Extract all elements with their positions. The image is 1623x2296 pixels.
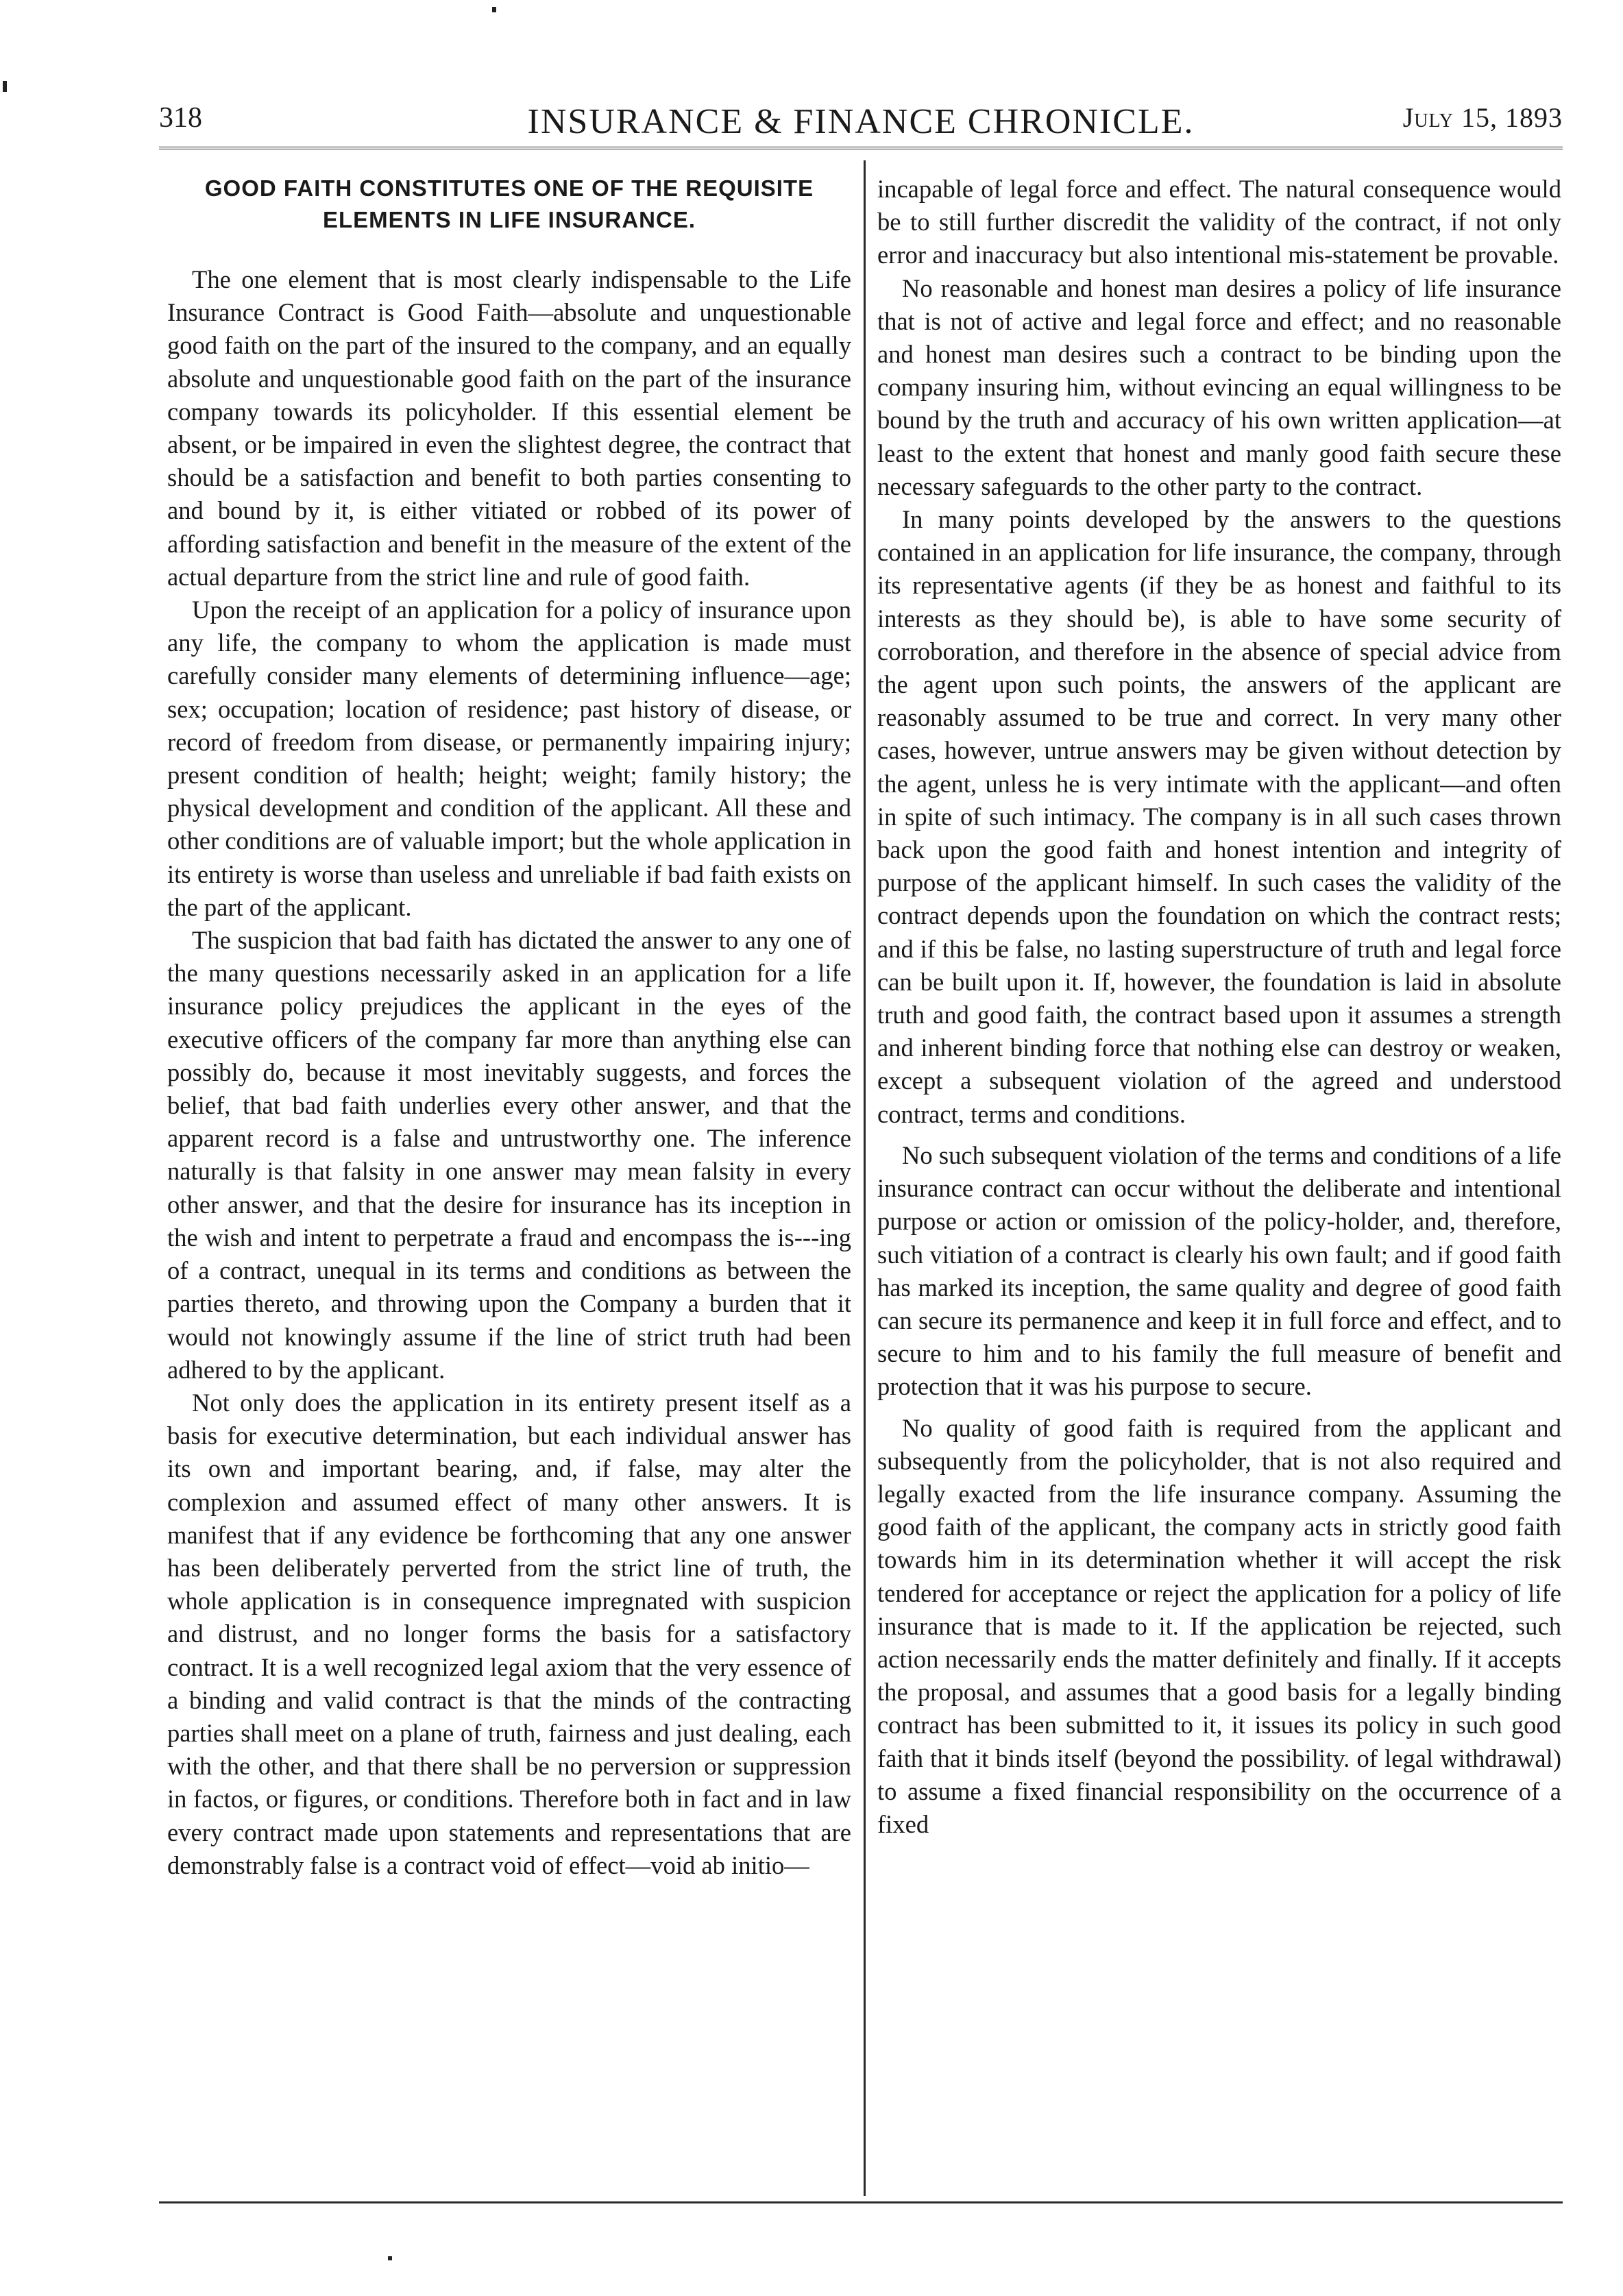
right-paragraph-1: incapable of legal force and effect. The natural consequence would be to still further discredit the validity of the contract, if not only error and inaccuracy but also intentional mis-statement be provable.: [877, 175, 1561, 269]
right-paragraph-2: No reasonable and honest man desires a policy of life insurance that is not of active and legal force and effect; and no reasonable and honest man desires such a contract to be binding upon the company insuring him, without evincing an equal willingness to be bound by the truth and accuracy of his own written application—at least to the extent that honest and manly good faith secure these necessary safeguards to the other party to the contract.: [877, 273, 1561, 500]
left-column: [167, 173, 851, 1882]
column-divider: [864, 160, 866, 2196]
left-paragraph-1: The one element that is most clearly indispensable to the Life Insurance Contract is Good Faith—absolute and unquestionable good faith on the part of the insured to the company, and an equally absolute and unquestionable good faith on the part of the insurance company towards its policyholder. If this essential element be absent, or be impaired in even the slightest degree, the contract that should be a satisfaction and benefit to both parties consenting to and bound by it, is either vitiated or robbed of its power of affording satisfaction and benefit in the measure of the extent of the actual departure from the strict line and rule of good faith.: [167, 265, 851, 591]
right-paragraph-5: No quality of good faith is required from the applicant and subsequently from the policyholder, that is not also required and legally exacted from the life insurance company. Assuming the good faith of the applicant, the company acts in strictly good faith towards him in its determination whether it will accept the risk tendered for acceptance or reject the application for a policy of life insurance that is made to it. If the application be rejected, such action necessarily ends the matter definitely and finally. If it accepts the proposal, and assumes that a good basis for a legally binding contract has been submitted to it, it issues its policy in such good faith that it binds itself (beyond the possibility. of legal withdrawal) to assume a fixed financial responsibility on the occurrence of a fixed: [877, 1413, 1561, 1838]
right-paragraph-4: No such subsequent violation of the terms and conditions of a life insurance contract can occur without the deliberate and intentional purpose or action or omission of the policy-holder, and, therefore, such vitiation of a contract is clearly his own fault; and if good faith has marked its inception, the same quality and degree of good faith can secure its permanence and keep it in full force and effect, and to secure to him and to his family the full measure of benefit and protection that it was his purpose to secure.: [877, 1140, 1562, 1401]
bottom-rule: [159, 2201, 1563, 2203]
right-column: [877, 173, 1561, 1841]
article-heading: GOOD FAITH CONSTITUTES ONE OF THE REQUISITE ELEMENTS IN LIFE INSURANCE.: [204, 175, 814, 232]
running-header: [159, 101, 1563, 147]
left-paragraph-3: The suspicion that bad faith has dictated the answer to any one of the many questions necessarily asked in an application for a life insurance policy prejudices the applicant in the eyes of the executive officers of the company far more than anything else can possibly do, because it most inevitably suggests, and forces the belief, that bad faith underlies every other answer, and that the apparent record is a false and untrustworthy one. The inference naturally is that falsity in one answer may mean falsity in every other answer, and that the desire for insurance has its inception in the wish and intent to perpetrate a fraud and encompass the is---ing of a contract, unequal in its terms and conditions as between the parties thereto, and throwing upon the Company a burden that it would not knowingly assume if the line of strict truth had been adhered to by the applicant.: [167, 926, 851, 1384]
scan-mark-top: [492, 7, 496, 12]
page-number: 318: [159, 102, 202, 134]
issue-date: July 15, 1893: [1402, 102, 1563, 133]
header-rule: [159, 147, 1563, 152]
scan-mark-left: [3, 81, 7, 92]
left-paragraph-2: Upon the receipt of an application for a policy of insurance upon any life, the company to whom the application is made must carefully consider many elements of determining influence—age; sex; occupation; location of residence; past history of disease, or record of freedom from disease, or permanently impairing injury; present condition of health; height; weight; family history; the physical development and condition of the applicant. All these and other conditions are of valuable import; but the whole application in its entirety is worse than useless and unreliable if bad faith exists on the part of the applicant.: [167, 596, 851, 921]
publication-title: INSURANCE & FINANCE CHRONICLE.: [527, 102, 1195, 141]
left-paragraph-4: Not only does the application in its entirety present itself as a basis for executive determination, but each individual answer has its own and important bearing, and, if false, may alter the complexion and assumed effect of many other answers. It is manifest that if any evidence be forthcoming that any one answer has been deliberately perverted from the strict line of truth, the whole application is in consequence impregnated with suspicion and distrust, and no longer forms the basis for a satisfactory contract. It is a well recognized legal axiom that the very essence of a binding and valid contract is that the minds of the contracting parties shall meet on a plane of truth, fairness and just dealing, each with the other, and that there shall be no perversion or suppression in factos, or figures, or conditions. Therefore both in fact and in law every contract made upon statements and representations that are demonstrably false is a contract void of effect—void ab initio—: [167, 1388, 851, 1879]
scan-mark-bottom: [388, 2256, 392, 2260]
right-paragraph-3: In many points developed by the answers to the questions contained in an application for life insurance, the company, through its representative agents (if they be as honest and faithful to its interests as they should be), is able to have some security of corroboration, and therefore in the absence of special advice from the agent upon such points, the answers of the applicant are reasonably assumed to be true and correct. In very many other cases, however, untrue answers may be given without detection by the agent, unless he is very intimate with the applicant—and often in spite of such intimacy. The company is in all such cases thrown back upon the good faith and honest intention and integrity of purpose of the applicant himself. In such cases the validity of the contract depends upon the foundation on which the contract rests; and if this be false, no lasting superstructure of truth and legal force can be built upon it. If, however, the foundation is laid in absolute truth and good faith, the contract based upon it assumes a strength and inherent binding force that nothing else can destroy or weaken, except a subsequent violation of the agreed and understood contract, terms and conditions.: [877, 505, 1561, 1128]
